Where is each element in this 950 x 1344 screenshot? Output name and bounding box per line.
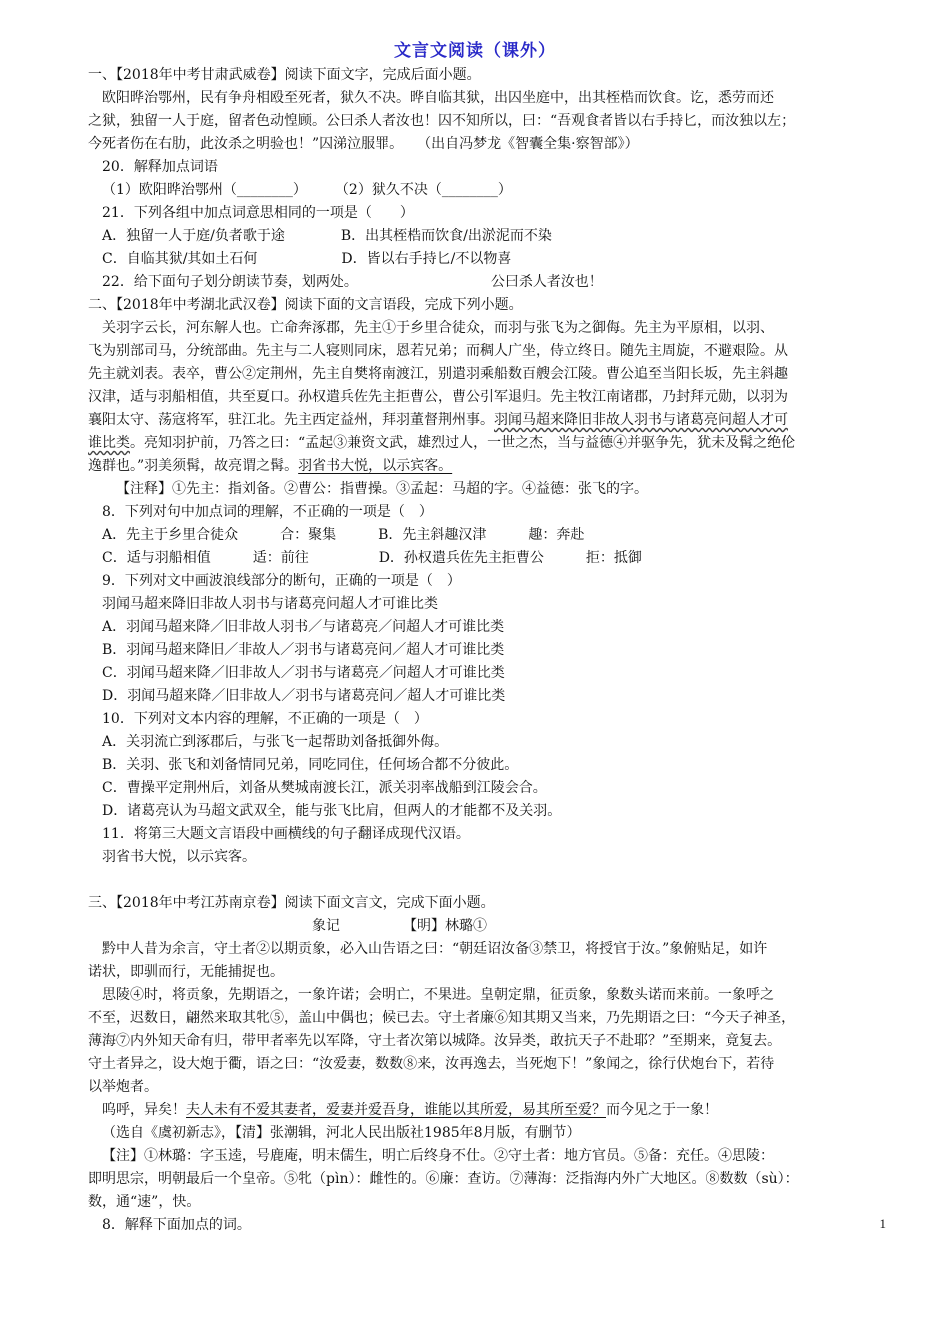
text-line <box>88 938 908 961</box>
underlined-text: 夫人未有不爱其妻者，爱妻并爱吾身，谁能以其所爱，易其所至爱？ <box>186 1102 606 1118</box>
text-line <box>88 777 908 800</box>
line-text: A．先主于乡里合徒众 合：聚集 B．先主斜趣汉津 趣：奔赴 <box>102 527 585 543</box>
line-text: C．适与羽船相值 适：前往 D．孙权遣兵佐先主拒曹公 拒：抵御 <box>102 550 642 566</box>
line-text: 汉津，适与羽船相值，共至夏口。孙权遣兵佐先主拒曹公，曹公引军退归。先主牧江南诸郡，乃封拜元勋，以羽为 <box>88 389 788 405</box>
page-title: 文言文阅读（课外） <box>394 41 556 61</box>
line-text: C．羽闻马超来降／旧非故人／羽书与诸葛亮／问超人才可谁比类 <box>102 665 505 681</box>
text-line <box>88 225 908 248</box>
line-text: 以举炮者。 <box>88 1079 158 1095</box>
line-text: D．诸葛亮认为马超文武双全，能与张飞比肩，但两人的才能都不及关羽。 <box>102 803 562 819</box>
line-text: 诺状，即驯而行，无能捕捉也。 <box>88 964 284 980</box>
text-line <box>88 1214 908 1237</box>
text-line <box>88 961 908 984</box>
text-line <box>88 892 908 915</box>
text-line <box>88 110 908 133</box>
line-text: 不至，迟数日，翩然来取其牝⑤，盖山中偶也；候已去。守土者廉⑥知其期又当来，乃先期语之曰：“今天子神圣， <box>88 1010 796 1026</box>
line-text: 【注释】①先主：指刘备。②曹公：指曹操。③孟起：马超的字。④益德：张飞的字。 <box>116 481 648 497</box>
text-line <box>88 478 908 501</box>
text-line <box>88 340 908 363</box>
text-line <box>88 708 908 731</box>
text-line <box>88 432 908 455</box>
text-line <box>88 1007 908 1030</box>
line-text: B．关羽、张飞和刘备情同兄弟，同吃同住，任何场合都不分彼此。 <box>102 757 519 773</box>
line-text: 8．下列对句中加点词的理解，不正确的一项是（ ） <box>102 504 433 520</box>
text-line <box>88 984 908 1007</box>
text-line <box>88 156 908 179</box>
underlined-text: 羽省书大悦，以示宾客。 <box>298 458 453 474</box>
page-number: 1 <box>879 1216 886 1231</box>
line-text: D．羽闻马超来降／旧非故人／羽书与诸葛亮问／超人才可谁比类 <box>102 688 506 704</box>
line-text: 欧阳晔治鄂州，民有争舟相殴至死者，狱久不决。晔自临其狱，出囚坐庭中，出其桎梏而饮食。讫，悉劳而还 <box>102 90 774 106</box>
text-line <box>88 662 908 685</box>
line-text: 逸群也。”羽美须髯，故亮谓之髯。 <box>88 458 299 474</box>
line-text: 【注】①林璐：字玉逵，号鹿庵，明末儒生，明亡后终身不仕。②守土者：地方官员。⑤备：充任。④思陵： <box>102 1148 774 1164</box>
line-text: 今死者伤在右肋，此汝杀之明验也！”囚涕泣服罪。 （出自冯梦龙《智囊全集·察智部》） <box>88 136 639 152</box>
line-text: 8．解释下面加点的词。 <box>102 1217 251 1233</box>
text-line <box>88 1099 908 1122</box>
text-line <box>88 915 908 938</box>
text-line <box>88 869 908 892</box>
line-text: （1）欧阳晔治鄂州（________） （2）狱久不决（________） <box>102 182 512 198</box>
line-text: 而今见之于一象！ <box>606 1102 718 1118</box>
line-text: 象记 【明】林璐① <box>88 918 487 934</box>
line-text: 羽省书大悦，以示宾客。 <box>102 849 256 865</box>
line-text: 数，通“速”，快。 <box>88 1194 201 1210</box>
text-line <box>88 1030 908 1053</box>
text-line <box>88 1053 908 1076</box>
text-line <box>88 731 908 754</box>
line-text: 一、【2018年中考甘肃武威卷】阅读下面文字，完成后面小题。 <box>88 67 481 83</box>
wavy-underlined-text: 谁比类 <box>88 435 130 451</box>
text-line <box>88 179 908 202</box>
text-line <box>88 363 908 386</box>
line-text: 11．将第三大题文言语段中画横线的句子翻译成现代汉语。 <box>102 826 470 842</box>
text-line <box>88 685 908 708</box>
line-text: 先主就刘表。表卒，曹公②定荆州，先主自樊将南渡江，别遣羽乘船数百艘会江陵。曹公追至当阳长坂，先主斜趣 <box>88 366 788 382</box>
line-text: 襄阳太守、荡寇将军，驻江北。先主西定益州，拜羽董督荆州事。 <box>88 412 494 428</box>
line-text: 飞为别部司马，分统部曲。先主与二人寝则同床，恩若兄弟；而稠人广坐，侍立终日。随先主周旋，不避艰险。从 <box>88 343 788 359</box>
text-line <box>88 501 908 524</box>
text-line <box>88 616 908 639</box>
text-line <box>88 754 908 777</box>
text-line <box>88 386 908 409</box>
line-text: 21．下列各组中加点词意思相同的一项是（ ） <box>102 205 414 221</box>
line-text: 9．下列对文中画波浪线部分的断句，正确的一项是（ ） <box>102 573 461 589</box>
text-line <box>88 294 908 317</box>
line-text: B．羽闻马超来降旧／非故人／羽书与诸葛亮问／超人才可谁比类 <box>102 642 505 658</box>
text-line <box>88 1122 908 1145</box>
text-line <box>88 1191 908 1214</box>
line-text: 。亮知羽护前，乃答之曰：“孟起③兼资文武，雄烈过人，一世之杰，当与益德④并驱争先，犹未及髯之绝伦 <box>130 435 796 451</box>
text-line <box>88 570 908 593</box>
line-text: 黔中人昔为余言，守土者②以期贡象，必入山告语之曰：“朝廷诏汝备③禁卫，将授官于汝。”象俯贴足，如许 <box>102 941 768 957</box>
line-text: 20．解释加点词语 <box>102 159 218 175</box>
line-text: 薄海⑦内外知天命有归，带甲者率先以军降，守土者次第以城降。汝异类，敢抗天子不赴耶？”至期来，竟复去。 <box>88 1033 782 1049</box>
text-line <box>88 1168 908 1191</box>
text-line <box>88 524 908 547</box>
line-text: 三、【2018年中考江苏南京卷】阅读下面文言文，完成下面小题。 <box>88 895 495 911</box>
line-text: 即明思宗，明朝最后一个皇帝。⑤牝（pìn）：雌性的。⑥廉：查访。⑦薄海：泛指海内外广大地区。⑧数数（sù）： <box>88 1171 799 1187</box>
text-line <box>88 317 908 340</box>
text-line <box>88 455 908 478</box>
line-text: （选自《虞初新志》，【清】张潮辑，河北人民出版社1985年8月版，有删节） <box>102 1125 581 1141</box>
text-line <box>88 800 908 823</box>
line-text: 之狱，独留一人于庭，留者色动惶顾。公曰杀人者汝也！囚不知所以，曰：“吾观食者皆以右手持匕，而汝独以左； <box>88 113 796 129</box>
line-text: A．关羽流亡到涿郡后，与张飞一起帮助刘备抵御外侮。 <box>102 734 449 750</box>
text-line <box>88 823 908 846</box>
text-line <box>88 409 908 432</box>
line-text: A．独留一人于庭/负者歌于途 B．出其桎梏而饮食/出淤泥而不染 <box>102 228 552 244</box>
line-text: 羽闻马超来降旧非故人羽书与诸葛亮问超人才可谁比类 <box>102 596 438 612</box>
line-text: 守土者异之，设大炮于衢，语之曰：“汝爱妻，数数⑧来，汝再逸去，当死炮下！”象闻之，徐行伏炮台下，若待 <box>88 1056 775 1072</box>
document-body <box>88 64 908 1237</box>
text-line <box>88 202 908 225</box>
text-line <box>88 593 908 616</box>
text-line <box>88 1145 908 1168</box>
line-text: 二、【2018年中考湖北武汉卷】阅读下面的文言语段，完成下列小题。 <box>88 297 523 313</box>
line-text: 思陵④时，将贡象，先期语之，一象许诺；会明亡，不果进。皇朝定鼎，征贡象，象数头诺而来前。一象呼之 <box>102 987 774 1003</box>
line-text: 10．下列对文本内容的理解，不正确的一项是（ ） <box>102 711 428 727</box>
wavy-underlined-text: 羽闻马超来降旧非故人羽书与诸葛亮问超人才可 <box>494 412 788 428</box>
line-text: 22．给下面句子划分朗读节奏，划两处。 公曰杀人者汝也！ <box>102 274 603 290</box>
line-text: 呜呼，异矣！ <box>102 1102 186 1118</box>
text-line <box>88 133 908 156</box>
line-text: 关羽字云长，河东解人也。亡命奔涿郡，先主①于乡里合徒众，而羽与张飞为之御侮。先主为平原相，以羽、 <box>102 320 774 336</box>
text-line <box>88 846 908 869</box>
text-line <box>88 547 908 570</box>
line-text: C．曹操平定荆州后，刘备从樊城南渡长江，派关羽率战船到江陵会合。 <box>102 780 547 796</box>
text-line <box>88 87 908 110</box>
text-line <box>88 1076 908 1099</box>
text-line <box>88 639 908 662</box>
text-line <box>88 248 908 271</box>
line-text: A．羽闻马超来降／旧非故人羽书／与诸葛亮／问超人才可谁比类 <box>102 619 505 635</box>
text-line <box>88 64 908 87</box>
line-text: C．自临其狱/其如土石何 D．皆以右手持匕/不以物喜 <box>102 251 512 267</box>
text-line <box>88 271 908 294</box>
